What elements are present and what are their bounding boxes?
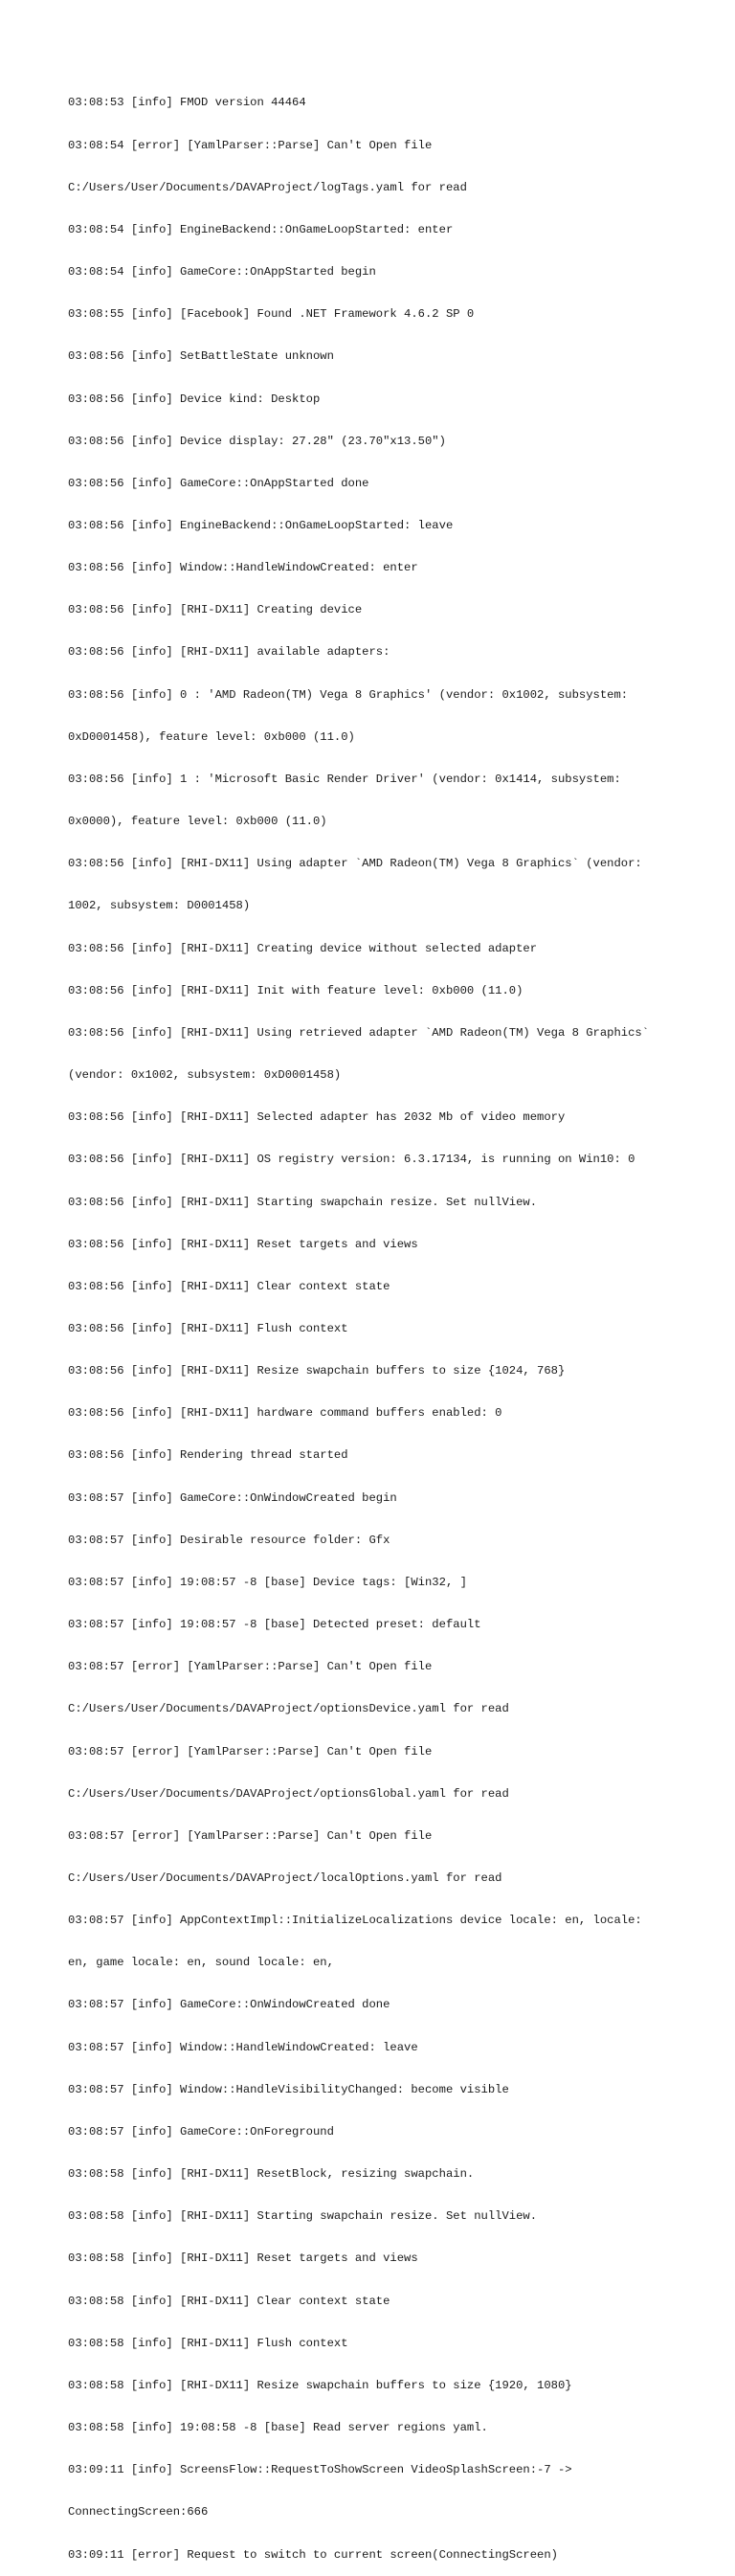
log-line: 03:08:56 [info] [RHI-DX11] hardware command buffers enabled: 0	[68, 1406, 502, 1421]
log-line: 03:08:56 [info] [RHI-DX11] Reset targets and views	[68, 1237, 418, 1251]
log-line: 03:08:53 [info] FMOD version 44464	[68, 96, 306, 110]
log-line: 03:09:11 [error] Request to switch to current screen(ConnectingScreen)	[68, 2547, 558, 2562]
log-line: 03:08:54 [info] EngineBackend::OnGameLoopStarted: enter	[68, 222, 454, 236]
log-line: ConnectingScreen:666	[68, 2505, 209, 2520]
log-line: 03:08:54 [info] GameCore::OnAppStarted begin	[68, 265, 376, 280]
log-line: 03:08:58 [info] [RHI-DX11] Resize swapchain buffers to size {1920, 1080}	[68, 2378, 572, 2392]
log-line: 03:08:57 [info] GameCore::OnWindowCreated done	[68, 1998, 390, 2012]
log-line: C:/Users/User/Documents/DAVAProject/logTags.yaml for read	[68, 180, 467, 194]
log-line: 03:08:56 [info] [RHI-DX11] Creating device without selected adapter	[68, 941, 538, 955]
log-line: 03:08:56 [info] Device display: 27.28" (23.70"x13.50")	[68, 434, 446, 448]
log-line: 03:08:56 [info] [RHI-DX11] Selected adapter has 2032 Mb of video memory	[68, 1110, 566, 1125]
log-line: 0x0000), feature level: 0xb000 (11.0)	[68, 815, 327, 829]
log-line: 03:08:56 [info] GameCore::OnAppStarted done	[68, 476, 369, 490]
log-line: 03:08:56 [info] SetBattleState unknown	[68, 349, 334, 364]
log-line: 03:09:11 [info] ScreensFlow::RequestToShowScreen VideoSplashScreen:-7 ->	[68, 2463, 572, 2477]
log-line: 03:08:56 [info] EngineBackend::OnGameLoopStarted: leave	[68, 519, 454, 532]
log-line: 03:08:58 [info] 19:08:58 -8 [base] Read server regions yaml.	[68, 2421, 488, 2435]
log-line: 03:08:56 [info] [RHI-DX11] available adapters:	[68, 645, 390, 660]
log-line: (vendor: 0x1002, subsystem: 0xD0001458)	[68, 1068, 342, 1083]
log-line: 03:08:57 [info] Desirable resource folder: Gfx	[68, 1533, 390, 1547]
log-line: 03:08:55 [info] [Facebook] Found .NET Framework 4.6.2 SP 0	[68, 307, 475, 322]
log-line: 03:08:58 [info] [RHI-DX11] Clear context state	[68, 2294, 390, 2308]
log-line: 03:08:57 [info] GameCore::OnForeground	[68, 2124, 334, 2139]
log-line: 03:08:56 [info] [RHI-DX11] Flush context	[68, 1321, 348, 1335]
log-line: 03:08:57 [error] [YamlParser::Parse] Can't Open file	[68, 1744, 433, 1758]
log-line: 03:08:57 [info] Window::HandleWindowCreated: leave	[68, 2040, 418, 2054]
log-line: 0xD0001458), feature level: 0xb000 (11.0)	[68, 729, 355, 744]
log-line: 03:08:56 [info] 0 : 'AMD Radeon(TM) Vega 8 Graphics' (vendor: 0x1002, subsystem:	[68, 687, 629, 702]
log-line: C:/Users/User/Documents/DAVAProject/optionsDevice.yaml for read	[68, 1702, 509, 1716]
log-line: 03:08:56 [info] Rendering thread started	[68, 1448, 348, 1463]
log-line: 03:08:56 [info] [RHI-DX11] Starting swapchain resize. Set nullView.	[68, 1195, 538, 1209]
log-line: 03:08:56 [info] [RHI-DX11] Using adapter `AMD Radeon(TM) Vega 8 Graphics` (vendor:	[68, 857, 642, 871]
log-line: 03:08:58 [info] [RHI-DX11] Flush context	[68, 2336, 348, 2350]
log-line: C:/Users/User/Documents/DAVAProject/optionsGlobal.yaml for read	[68, 1786, 509, 1801]
log-line: 03:08:57 [info] GameCore::OnWindowCreated begin	[68, 1490, 397, 1505]
log-line: 03:08:57 [error] [YamlParser::Parse] Can't Open file	[68, 1828, 433, 1843]
log-line: 03:08:57 [error] [YamlParser::Parse] Can't Open file	[68, 1660, 433, 1674]
log-line: 03:08:56 [info] [RHI-DX11] OS registry version: 6.3.17134, is running on Win10: 0	[68, 1153, 635, 1167]
log-line: 03:08:56 [info] [RHI-DX11] Creating device	[68, 603, 363, 617]
log-line: 03:08:56 [info] [RHI-DX11] Resize swapchain buffers to size {1024, 768}	[68, 1364, 566, 1378]
log-line: 03:08:56 [info] [RHI-DX11] Init with feature level: 0xb000 (11.0)	[68, 983, 523, 997]
log-document	[68, 68, 690, 2576]
log-line: 03:08:54 [error] [YamlParser::Parse] Can't Open file	[68, 138, 433, 152]
log-line: 03:08:56 [info] Device kind: Desktop	[68, 392, 321, 406]
log-line: 03:08:58 [info] [RHI-DX11] Reset targets and views	[68, 2251, 418, 2266]
log-line: 03:08:58 [info] [RHI-DX11] Starting swapchain resize. Set nullView.	[68, 2209, 538, 2224]
log-line: C:/Users/User/Documents/DAVAProject/localOptions.yaml for read	[68, 1871, 502, 1885]
log-line: 03:08:57 [info] 19:08:57 -8 [base] Detected preset: default	[68, 1618, 481, 1632]
log-line: 03:08:58 [info] [RHI-DX11] ResetBlock, resizing swapchain.	[68, 2167, 475, 2182]
log-line: 03:08:56 [info] [RHI-DX11] Using retrieved adapter `AMD Radeon(TM) Vega 8 Graphics`	[68, 1025, 650, 1040]
log-line: 03:08:57 [info] 19:08:57 -8 [base] Device tags: [Win32, ]	[68, 1575, 467, 1589]
log-line: 1002, subsystem: D0001458)	[68, 899, 251, 913]
log-line: 03:08:56 [info] Window::HandleWindowCreated: enter	[68, 561, 418, 575]
log-line: en, game locale: en, sound locale: en,	[68, 1956, 334, 1970]
log-line: 03:08:56 [info] [RHI-DX11] Clear context state	[68, 1279, 390, 1293]
log-line: 03:08:57 [info] AppContextImpl::InitializeLocalizations device locale: en, locale:	[68, 1914, 642, 1928]
log-line: 03:08:56 [info] 1 : 'Microsoft Basic Render Driver' (vendor: 0x1414, subsystem:	[68, 772, 621, 786]
log-line: 03:08:57 [info] Window::HandleVisibilityChanged: become visible	[68, 2082, 509, 2096]
